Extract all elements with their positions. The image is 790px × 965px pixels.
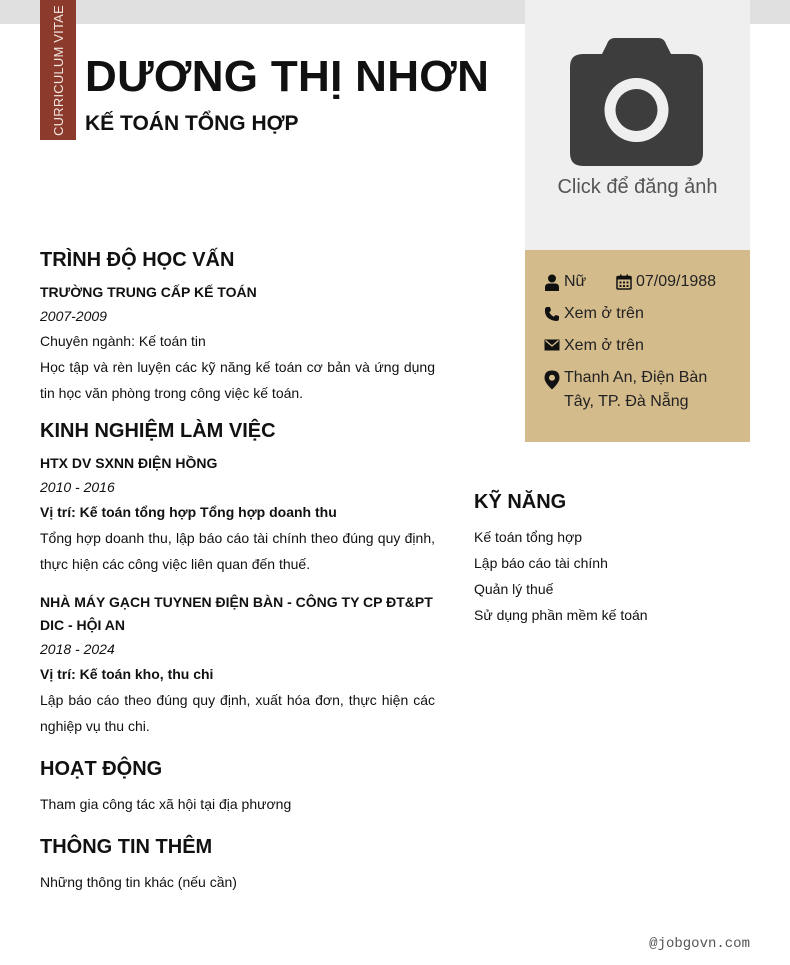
experience-heading: KINH NGHIỆM LÀM VIỆC (40, 420, 276, 442)
location-pin-icon (544, 370, 560, 390)
address-item (544, 366, 734, 414)
education-heading: TRÌNH ĐỘ HỌC VẤN (40, 249, 235, 271)
education-major: Chuyên ngành: Kế toán tin (40, 333, 206, 349)
activities-text: Tham gia công tác xã hội tại địa phương (40, 796, 292, 812)
photo-upload-label: Click để đăng ảnh (557, 176, 718, 198)
gender-item (544, 270, 586, 294)
job-position: Vị trí: Kế toán tổng hợp Tổng hợp doanh thu (40, 504, 337, 520)
photo-upload[interactable] (525, 0, 750, 250)
job-company: HTX DV SXNN ĐIỆN HỒNG (40, 455, 218, 471)
email-value: Xem ở trên (564, 337, 644, 354)
additional-info-text: Những thông tin khác (nếu cần) (40, 874, 237, 890)
candidate-name: DƯƠNG THỊ NHƠN (85, 52, 490, 101)
education-school: TRƯỜNG TRUNG CẤP KẾ TOÁN (40, 284, 257, 300)
birthdate-value: 07/09/1988 (636, 273, 717, 290)
cv-label: CURRICULUM VITAE (50, 4, 66, 136)
job-company: NHÀ MÁY GẠCH TUYNEN ĐIỆN BÀN - CÔNG TY CP ĐT&PT DIC - HỘI AN (40, 594, 433, 633)
gender-value: Nữ (564, 273, 587, 290)
job-description: Tổng hợp doanh thu, lập báo cáo tài chính theo đúng quy định, thực hiện các công việc liên quan đến thuế. (40, 530, 435, 572)
education-period: 2007-2009 (40, 308, 107, 324)
job-title: KẾ TOÁN TỔNG HỢP (85, 112, 299, 135)
phone-value: Xem ở trên (564, 305, 644, 322)
envelope-icon (544, 338, 560, 352)
skills-heading: KỸ NĂNG (474, 491, 567, 513)
additional-info-heading: THÔNG TIN THÊM (40, 836, 213, 858)
phone-item (544, 302, 644, 326)
email-item (544, 334, 644, 358)
phone-icon (544, 306, 560, 322)
skill-item: Lập báo cáo tài chính (474, 555, 608, 571)
job-position: Vị trí: Kế toán kho, thu chi (40, 666, 214, 682)
skill-item: Quản lý thuế (474, 581, 554, 597)
skill-item: Sử dụng phần mềm kế toán (474, 607, 648, 623)
birthdate-item (616, 270, 716, 294)
contact-info-box (525, 250, 750, 442)
education-description: Học tập và rèn luyện các kỹ năng kế toán cơ bản và ứng dụng tin học văn phòng trong công việc kế toán. (40, 359, 435, 401)
address-value: Thanh An, Điện Bàn Tây, TP. Đà Nẵng (564, 369, 708, 410)
calendar-icon (616, 274, 632, 290)
watermark: @jobgovn.com (649, 936, 750, 952)
job-period: 2010 - 2016 (40, 479, 115, 495)
person-icon (544, 274, 560, 291)
job-period: 2018 - 2024 (40, 641, 115, 657)
cv-label-tab (40, 0, 76, 140)
job-description: Lập báo cáo theo đúng quy định, xuất hóa đơn, thực hiện các nghiệp vụ thu chi. (40, 692, 435, 734)
skill-item: Kế toán tổng hợp (474, 529, 583, 545)
activities-heading: HOẠT ĐỘNG (40, 758, 163, 780)
camera-icon (569, 36, 704, 166)
